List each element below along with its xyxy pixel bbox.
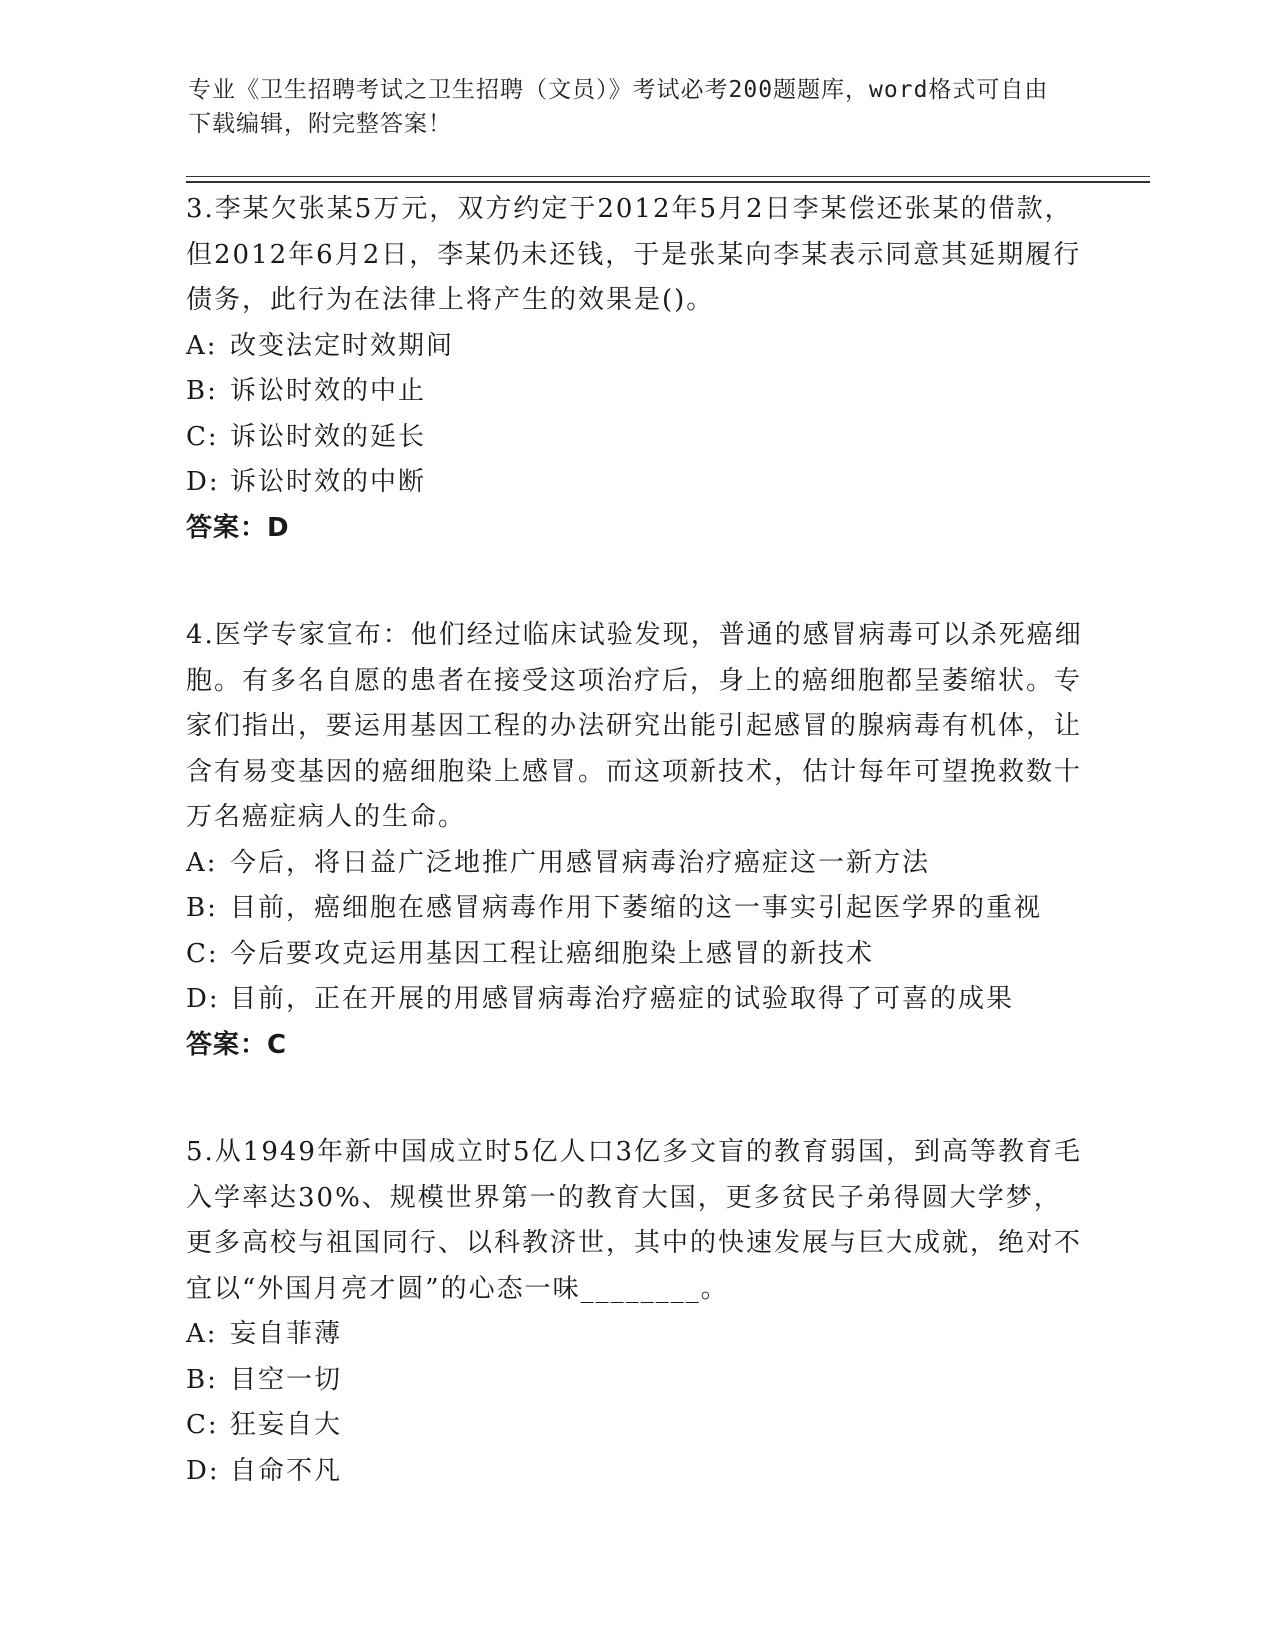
option-letter: B: [186, 1364, 218, 1395]
answer-label: 答案：D [186, 512, 290, 543]
option-letter: D: [186, 984, 220, 1014]
option-a [186, 324, 1086, 370]
answer-label: 答案：C [186, 1029, 288, 1060]
option-b [186, 369, 1086, 415]
question-stem: 5.从1949年新中国成立时5亿人口3亿多文盲的教育弱国，到高等教育毛入学率达30%、规模世界第一的教育大国，更多贫民子弟得圆大学梦，更多高校与祖国同行、以科教济世，其中的快速发展与巨大成就，绝对不宜以“外国月亮才圆”的心态一味________。 [186, 1137, 1083, 1304]
option-d [186, 1449, 1086, 1495]
option-letter: C: [186, 938, 219, 969]
option-letter: B: [186, 376, 218, 406]
option-letter: A: [186, 1319, 218, 1349]
question-stem: 3.李某欠张某5万元，双方约定于2012年5月2日李某偿还张某的借款，但2012年6月2日，李某仍未还钱，于是张某向李某表示同意其延期履行债务，此行为在法律上将产生的效果是()。 [186, 194, 1082, 315]
option-d [186, 977, 1086, 1023]
question-stem: 4.医学专家宣布：他们经过临床试验发现，普通的感冒病毒可以杀死癌细胞。有多名自愿的患者在接受这项治疗后，身上的癌细胞都呈萎缩状。专家们指出，要运用基因工程的办法研究出能引起感冒的腺病毒有机体，让含有易变基因的癌细胞染上感冒。而这项新技术，估计每年可望挽救数十万名癌症病人的生命。 [186, 620, 1083, 832]
header-divider-thick [186, 181, 1150, 183]
option-text: 今后要攻克运用基因工程让癌细胞染上感冒的新技术 [230, 938, 875, 969]
header-divider-thin [186, 176, 1150, 177]
option-c [186, 1403, 1086, 1449]
option-text: 今后，将日益广泛地推广用感冒病毒治疗癌症这一新方法 [230, 847, 931, 878]
option-c [186, 415, 1086, 461]
option-letter: D: [186, 1455, 220, 1486]
question-5 [186, 1130, 1086, 1494]
option-letter: A: [186, 847, 218, 878]
option-b [186, 886, 1086, 932]
question-4 [186, 613, 1086, 1068]
option-c [186, 932, 1086, 978]
option-d [186, 460, 1086, 506]
option-text: 狂妄自大 [230, 1410, 343, 1440]
question-3 [186, 187, 1086, 551]
option-letter: B: [186, 893, 218, 923]
option-letter: C: [186, 421, 219, 452]
option-text: 自命不凡 [230, 1455, 343, 1486]
question-list [186, 187, 1086, 1494]
option-letter: D: [186, 467, 220, 497]
option-text: 改变法定时效期间 [230, 330, 455, 361]
option-text: 诉讼时效的中断 [230, 467, 427, 497]
option-letter: A: [186, 330, 218, 361]
document-header: 专业《卫生招聘考试之卫生招聘（文员）》考试必考200题题库，word格式可自由下载编辑，附完整答案！ [188, 77, 1049, 137]
option-text: 目空一切 [230, 1364, 343, 1395]
option-text: 目前，正在开展的用感冒病毒治疗癌症的试验取得了可喜的成果 [230, 984, 1015, 1014]
option-text: 妄自菲薄 [230, 1319, 343, 1349]
option-text: 诉讼时效的延长 [230, 421, 427, 452]
question-spacer [186, 1068, 1086, 1130]
option-a [186, 841, 1086, 887]
option-letter: C: [186, 1410, 219, 1440]
option-a [186, 1312, 1086, 1358]
option-text: 诉讼时效的中止 [230, 376, 427, 406]
question-spacer [186, 551, 1086, 613]
option-b [186, 1358, 1086, 1404]
option-text: 目前，癌细胞在感冒病毒作用下萎缩的这一事实引起医学界的重视 [230, 893, 1043, 923]
